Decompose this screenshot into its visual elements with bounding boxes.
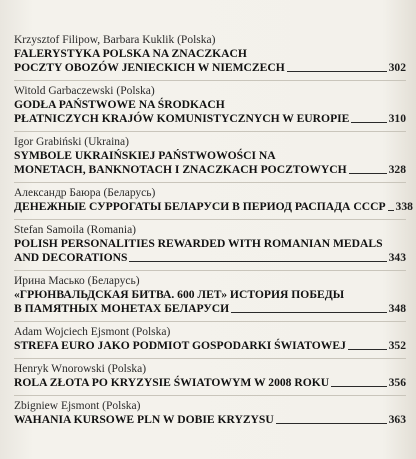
leader-line [348, 349, 387, 350]
entry-divider [14, 80, 406, 81]
entry-author: Stefan Samoila (Romania) [14, 224, 136, 236]
entry-page-number: 328 [388, 163, 406, 176]
entry-title-line: AND DECORATIONS [14, 251, 128, 264]
entry-author: Zbigniew Ejsmont (Polska) [14, 400, 141, 412]
entry-last-line [14, 61, 406, 75]
leader-line [349, 173, 387, 174]
entry-page-number: 352 [388, 339, 406, 352]
entry-title-line: FALERYSTYKA POLSKA NA ZNACZKACH [14, 47, 247, 60]
entry-divider [14, 131, 406, 132]
entry-divider [14, 270, 406, 271]
toc-entry [14, 326, 406, 353]
entry-last-line [14, 339, 406, 353]
entry-title-line: ROLA ZŁOTA PO KRYZYSIE ŚWIATOWYM W 2008 ROKU [14, 376, 330, 389]
entry-title-line: MONETACH, BANKNOTACH I ZNACZKACH POCZTOWYCH [14, 163, 347, 176]
entry-title-line: «ГРЮНВАЛЬДСКАЯ БИТВА. 600 ЛЕТ» ИСТОРИЯ ПОБЕДЫ [14, 288, 345, 301]
toc-entry [14, 400, 406, 427]
leader-line [351, 122, 386, 123]
leader-line [231, 312, 386, 313]
entry-page-number: 343 [388, 251, 406, 264]
entry-title-line: POLISH PERSONALITIES REWARDED WITH ROMANIAN MEDALS [14, 237, 383, 250]
toc-entry [14, 34, 406, 75]
entry-author: Witold Garbaczewski (Polska) [14, 85, 155, 97]
entry-title-line: STREFA EURO JAKO PODMIOT GOSPODARKI ŚWIATOWEJ [14, 339, 346, 352]
toc-entry [14, 275, 406, 316]
entry-last-line [14, 163, 406, 177]
entry-last-line [14, 200, 413, 214]
leader-line [276, 423, 387, 424]
toc-entry [14, 136, 406, 177]
entry-last-line [14, 413, 406, 427]
entry-page-number: 356 [388, 376, 406, 389]
entry-author: Adam Wojciech Ejsmont (Polska) [14, 326, 171, 338]
entry-last-line [14, 302, 406, 316]
toc-entry [14, 224, 406, 265]
entry-last-line [14, 112, 406, 126]
entry-page-number: 348 [388, 302, 406, 315]
entry-author: Henryk Wnorowski (Polska) [14, 363, 147, 375]
entry-title-line: SYMBOLE UKRAIŃSKIEJ PAŃSTWOWOŚCI NA [14, 149, 276, 162]
entry-author: Александр Баюра (Беларусь) [14, 187, 156, 199]
entry-title-line: GODŁA PAŃSTWOWE NA ŚRODKACH [14, 98, 225, 111]
leader-line [388, 210, 394, 211]
entry-author: Ирина Масько (Беларусь) [14, 275, 140, 287]
entry-divider [14, 395, 406, 396]
entry-divider [14, 321, 406, 322]
entry-divider [14, 358, 406, 359]
entry-page-number: 338 [395, 200, 413, 213]
entry-author: Krzysztof Filipow, Barbara Kuklik (Polska) [14, 34, 216, 46]
leader-line [287, 71, 387, 72]
entry-title-line: PŁATNICZYCH KRAJÓW KOMUNISTYCZNYCH W EUROPIE [14, 112, 350, 125]
entry-page-number: 310 [388, 112, 406, 125]
entry-title-line: POCZTY OBOZÓW JENIECKICH W NIEMCZECH [14, 61, 285, 74]
toc-entry [14, 363, 406, 390]
entry-title-line: В ПАМЯТНЫХ МОНЕТАХ БЕЛАРУСИ [14, 302, 230, 315]
toc-entry [14, 85, 406, 126]
leader-line [129, 261, 386, 262]
entry-divider [14, 182, 406, 183]
entry-page-number: 302 [388, 61, 406, 74]
entry-page-number: 363 [388, 413, 406, 426]
entry-last-line [14, 251, 406, 265]
entry-author: Igor Grabiński (Ukraina) [14, 136, 129, 148]
entry-divider [14, 219, 406, 220]
toc-entry [14, 187, 413, 214]
table-of-contents [14, 34, 413, 427]
leader-line [331, 386, 386, 387]
entry-title-line: WAHANIA KURSOWE PLN W DOBIE KRYZYSU [14, 413, 274, 426]
entry-last-line [14, 376, 406, 390]
entry-title-line: ДЕНЕЖНЫЕ СУРРОГАТЫ БЕЛАРУСИ В ПЕРИОД РАСПАДА СССР [14, 200, 386, 213]
